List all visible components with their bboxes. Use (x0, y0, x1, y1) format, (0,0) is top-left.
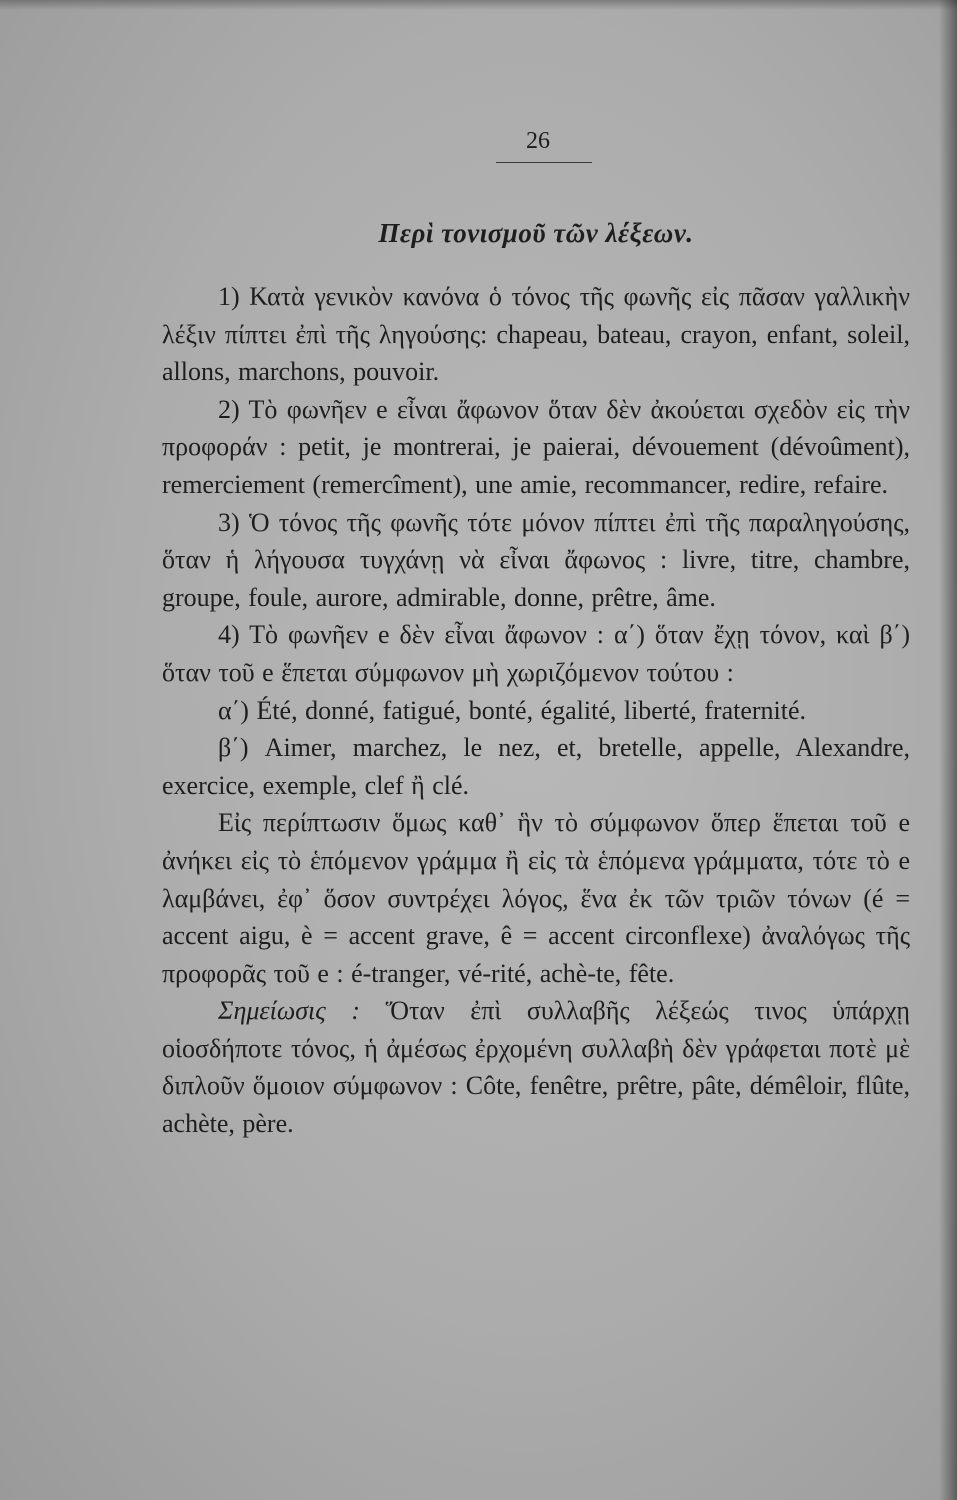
paragraph-case-a: α΄) Été, donné, fatigué, bonté, égalité, liberté, fraternité. (218, 695, 807, 725)
section-body (162, 278, 910, 1143)
note-label: Σημείωσις : (218, 996, 361, 1026)
paragraph-case-b: β΄) Aimer, marchez, le nez, et, bretelle, appelle, Alexandre, exercice, exemple, clef ἢ clé. (162, 733, 910, 800)
paragraph-accents: Εἰς περίπτωσιν ὅμως καθ᾽ ἣν τὸ σύμφωνον ὅπερ ἕπεται τοῦ e ἀνήκει εἰς τὸ ἑπόμενον γράμμα ἢ εἰς τὰ ἑπόμενα γράμματα, τότε τὸ e λαμβάνει, ἐφ᾽ ὅσον συντρέχει λόγος, ἕνα ἐκ τῶν τριῶν τόνων (é = accent aigu, è = accent grave, ê = accent circonflexe) ἀναλόγως τῆς προφορᾶς τοῦ e : é-tranger, vé-rité, achè-te, fête. (162, 808, 910, 988)
paragraph-rule-1: 1) Κατὰ γενικὸν κανόνα ὁ τόνος τῆς φωνῆς εἰς πᾶσαν γαλλικὴν λέξιν πίπτει ἐπὶ τῆς ληγούσης: chapeau, bateau, crayon, enfant, soleil, allons, marchons, pouvoir. (162, 282, 910, 387)
section-title: Περὶ τονισμοῦ τῶν λέξεων. (378, 218, 694, 248)
page-number-rule (496, 162, 592, 163)
page-gutter-shadow (939, 0, 957, 1500)
page-top-shadow (0, 0, 957, 10)
paragraph-rule-4: 4) Τὸ φωνῆεν e δὲν εἶναι ἄφωνον : α΄) ὅταν ἔχῃ τόνον, καὶ β΄) ὅταν τοῦ e ἕπεται σύμφωνον μὴ χωριζόμενον τούτου : (162, 620, 910, 687)
paragraph-rule-3: 3) Ὁ τόνος τῆς φωνῆς τότε μόνον πίπτει ἐπὶ τῆς παραληγούσης, ὅταν ἡ λήγουσα τυγχάνῃ νὰ εἶναι ἄφωνος : livre, titre, chambre, groupe, foule, aurore, admirable, donne, prêtre, âme. (162, 507, 910, 612)
note-text: Ὅταν ἐπὶ συλλαβῆς λέξεώς τινος ὑπάρχῃ οἱοσδήποτε τόνος, ἡ ἀμέσως ἐρχομένη συλλαβὴ δὲν γράφεται ποτὲ μὲ διπλοῦν ὅμοιον σύμφωνον : Côte, fenêtre, prêtre, pâte, démêloir, flûte, achète, père. (162, 996, 911, 1139)
paragraph-rule-2: 2) Τὸ φωνῆεν e εἶναι ἄφωνον ὅταν δὲν ἀκούεται σχεδὸν εἰς τὴν προφοράν : petit, je montrerai, je paierai, dévouement (dévoûment), remerciement (remercîment), une amie, recommancer, redire, refaire. (162, 394, 910, 499)
page-number: 26 (526, 128, 550, 154)
paragraph-note (162, 992, 910, 1142)
